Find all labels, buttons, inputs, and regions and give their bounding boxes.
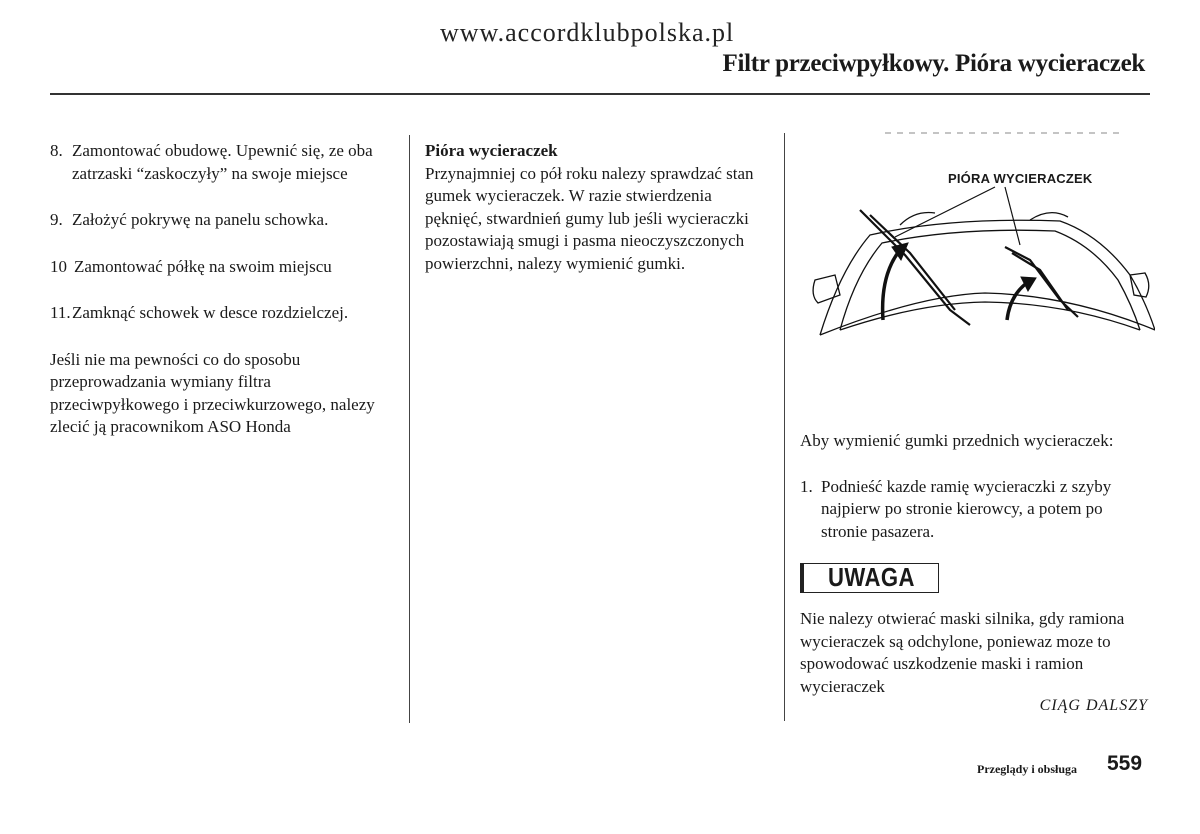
column-divider-right (784, 133, 785, 721)
left-note: Jeśli nie ma pewności co do sposobu przeprowadzania wymiany filtra przeciwpyłkowego i przeciwkurzowego, nalezy zlecić ją pracownikom ASO Honda (50, 349, 375, 436)
step-1 (800, 476, 1150, 544)
step-number: 9. (50, 210, 63, 229)
step-10 (50, 256, 390, 279)
step-number: 10 (50, 256, 67, 276)
section-subheading: Pióra wycieraczek (425, 141, 558, 160)
header-divider (50, 93, 1150, 95)
step-text: Podnieść kazde ramię wycieraczki z szyby najpierw po stronie kierowcy, a potem po stronie pasazera. (821, 476, 1112, 541)
step-11 (50, 302, 390, 325)
warning-label: UWAGA (828, 562, 915, 592)
wiper-blades-illustration (800, 125, 1155, 425)
step-number: 1. (800, 476, 813, 496)
section-body: Przynajmniej co pół roku nalezy sprawdzać stan gumek wycieraczek. W razie stwierdzenia pęknięć, stwardnień gumy lub jeśli wycieraczki pozostawiają smugi i pasma nieoczyszczonych powierzchni, nalezy wymienić gumki. (425, 163, 754, 273)
middle-column (425, 140, 775, 275)
step-text: Zamontować obudowę. Upewnić się, ze oba zatrzaski “zaskoczyły” na swoje miejsce (72, 141, 373, 183)
site-url: www.accordklubpolska.pl (440, 18, 735, 47)
step-8 (50, 140, 390, 185)
page-number: 559 (1107, 752, 1143, 775)
column-divider-left (409, 135, 410, 723)
footer-section-name: Przeglądy i obsługa (977, 762, 1078, 776)
step-number: 8. (50, 141, 63, 160)
step-9 (50, 209, 390, 232)
instruction-intro: Aby wymienić gumki przednich wycieraczek: (800, 431, 1114, 450)
page-title: Filtr przeciwpyłkowy. Pióra wycieraczek (722, 50, 1145, 77)
step-text: Założyć pokrywę na panelu schowka. (72, 210, 329, 229)
step-number: 11. (50, 303, 71, 322)
continued-label: CIĄG DALSZY (1039, 697, 1148, 714)
step-text: Zamknąć schowek w desce rozdzielczej. (72, 303, 349, 322)
left-column (50, 140, 390, 439)
warning-text: Nie nalezy otwierać maski silnika, gdy ramiona wycieraczek są odchylone, poniewaz moze to spowodować uszkodzenie maski i ramion wycieraczek (800, 609, 1125, 696)
figure-label: PIÓRA WYCIERACZEK (948, 171, 1093, 186)
step-text: Zamontować półkę na swoim miejscu (74, 256, 332, 276)
right-column (800, 430, 1150, 567)
